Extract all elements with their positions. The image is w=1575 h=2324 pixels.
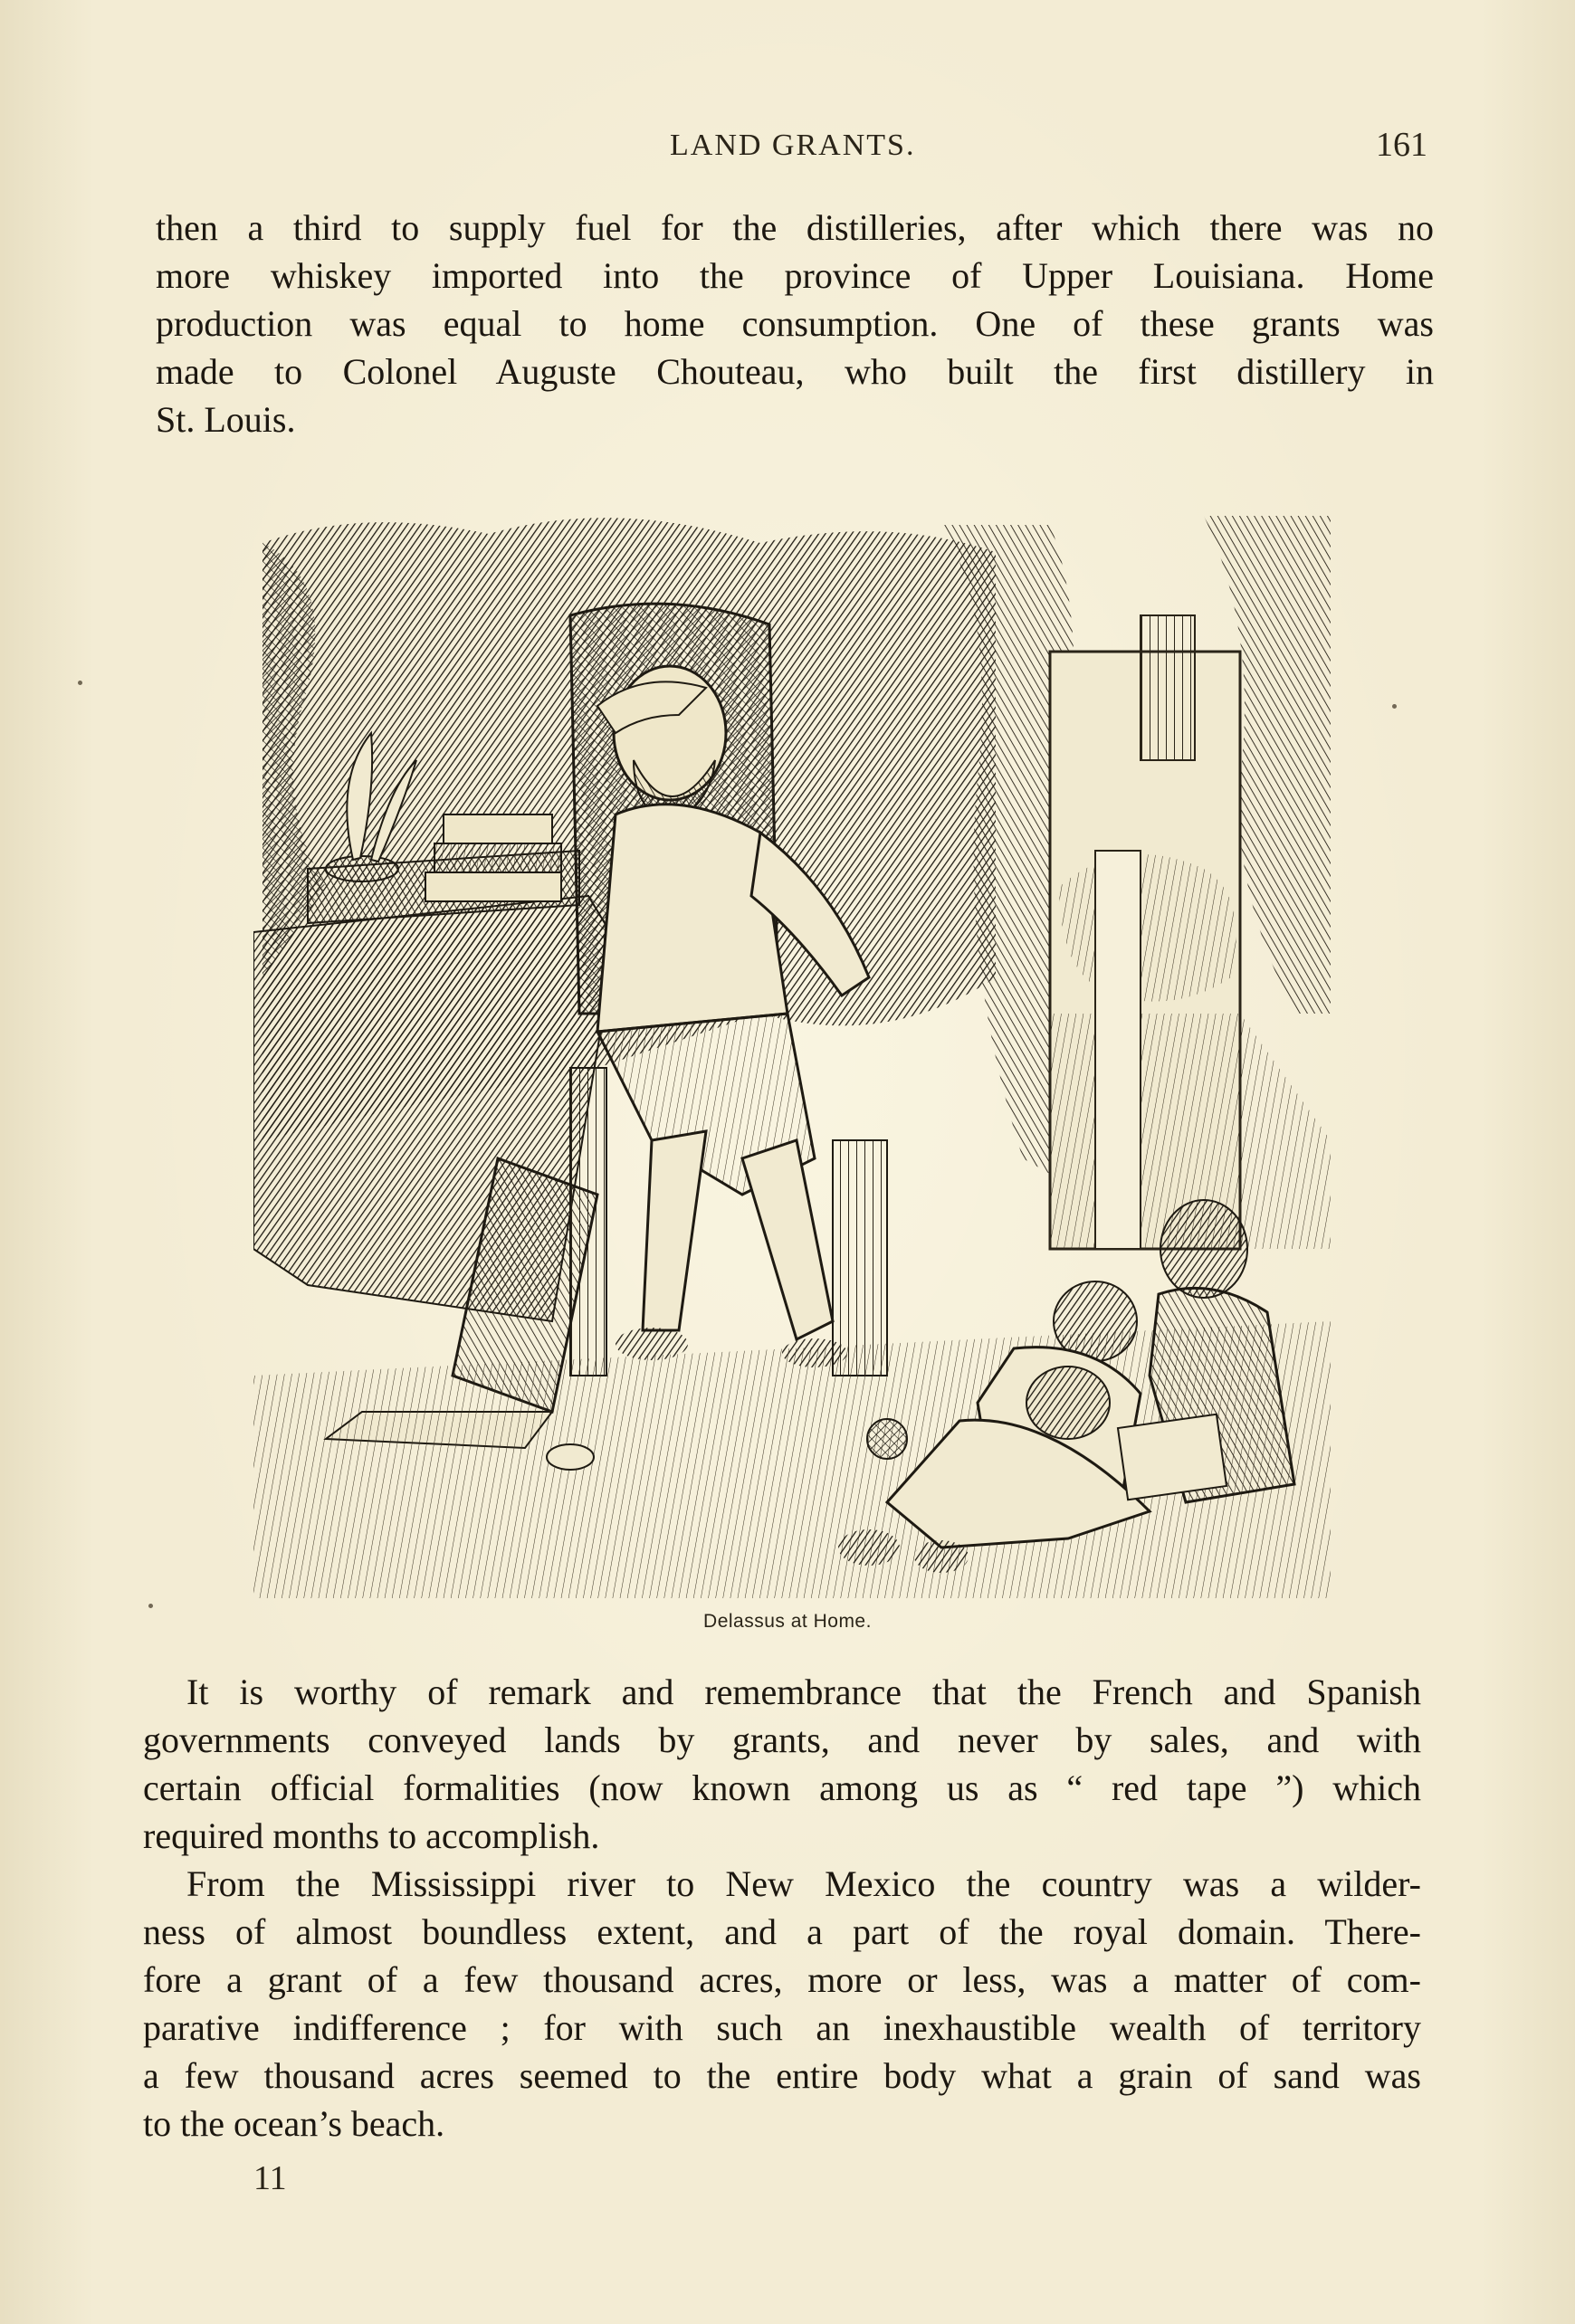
text-line: made to Colonel Auguste Chouteau, who built the first distillery in [156, 351, 1434, 392]
text-line: a few thousand acres seemed to the entire body what a grain of sand was [143, 2055, 1421, 2096]
child-book [1118, 1414, 1227, 1500]
inkwell [326, 856, 398, 881]
text-line: to the ocean’s beach. [143, 2103, 445, 2144]
yarn-ball [867, 1419, 907, 1459]
running-head [0, 126, 1575, 174]
paper-speck [1392, 704, 1397, 709]
book-stack-bottom [425, 872, 561, 901]
man-left-leg [643, 1131, 706, 1330]
text-line: ness of almost boundless extent, and a part of the royal domain. There- [143, 1911, 1421, 1952]
chair-leg [833, 1140, 887, 1376]
engraving-illustration [253, 507, 1331, 1598]
body-bottom [143, 1668, 1421, 2148]
paper-speck [78, 681, 82, 685]
child-three-head [1026, 1367, 1110, 1439]
text-line: It is worthy of remark and remembrance that the French and Spanish [186, 1672, 1421, 1712]
text-line: parative indifference ; for with such an inexhaustible wealth of territory [143, 2007, 1421, 2048]
text-line: then a third to supply fuel for the distilleries, after which there was no [156, 207, 1434, 248]
book-stack-top [444, 814, 552, 843]
text-line: From the Mississippi river to New Mexico the country was a wilder- [186, 1863, 1421, 1904]
text-line: required months to accomplish. [143, 1815, 600, 1856]
book-stack-middle [434, 843, 561, 872]
text-line: certain official formalities (now known among us as “ red tape ”) which [143, 1767, 1421, 1808]
text-line: fore a grant of a few thousand acres, more or less, was a matter of com- [143, 1959, 1421, 2000]
child-shoe-one [838, 1529, 900, 1566]
paragraph-distilleries [156, 204, 1434, 443]
text-line: governments conveyed lands by grants, and never by sales, and with [143, 1719, 1421, 1760]
running-title: LAND GRANTS. [670, 129, 916, 162]
man-right-leg [742, 1140, 833, 1339]
child-shoe-two [914, 1540, 969, 1573]
engraving-svg [253, 507, 1331, 1598]
text-line: St. Louis. [156, 399, 296, 440]
door-panel [1095, 851, 1141, 1249]
text-line: production was equal to home consumption. One of these grants was [156, 303, 1434, 344]
spool [547, 1444, 594, 1470]
signature-mark: 11 [253, 2159, 287, 2197]
paper-speck [148, 1604, 153, 1608]
child-one-head [1160, 1200, 1247, 1298]
figure-caption: Delassus at Home. [703, 1611, 872, 1632]
text-line: more whiskey imported into the province of Upper Louisiana. Home [156, 255, 1434, 296]
window-shutter [1141, 615, 1195, 760]
page-number: 161 [1376, 126, 1427, 164]
